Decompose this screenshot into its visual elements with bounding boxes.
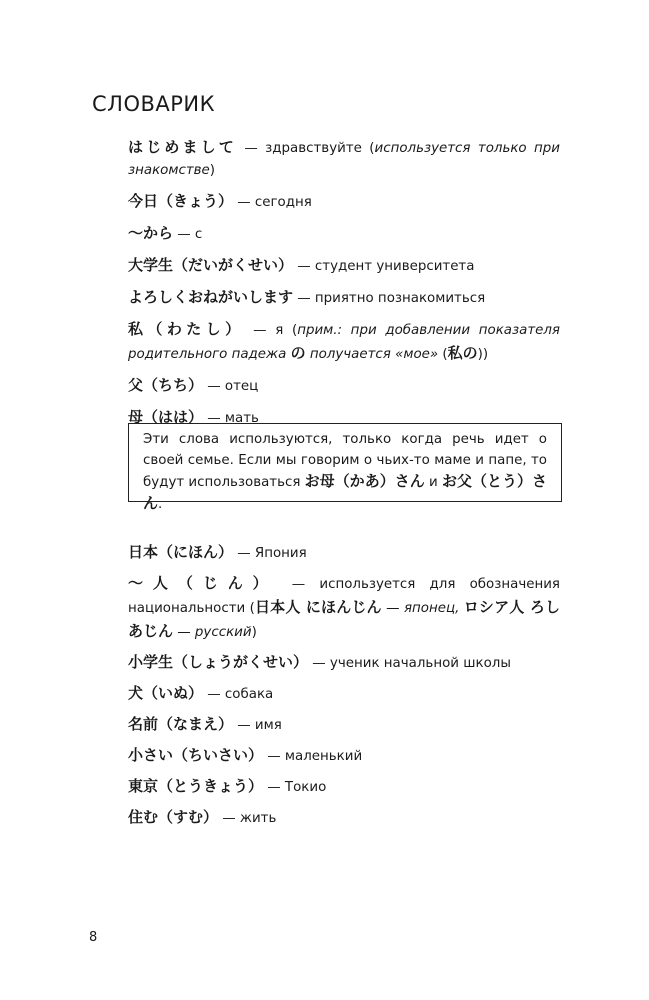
vocabulary-entry (128, 572, 560, 644)
translation-text: — приятно познакомиться (293, 291, 486, 306)
translation-text: — Япония (233, 546, 307, 561)
japanese-term: 小さい（ちいさい） (128, 746, 264, 764)
japanese-term: 今日（きょう） (128, 192, 234, 210)
translation-text: . (158, 497, 163, 512)
japanese-term: ～から (128, 224, 174, 242)
vocabulary-entry (128, 318, 560, 366)
japanese-term: ～人（じん） (128, 574, 278, 592)
translation-text: — имя (233, 718, 282, 733)
japanese-term: よろしくおねがいします (128, 288, 294, 306)
japanese-term: はじめまして (128, 138, 237, 156)
translation-text: — отец (203, 379, 259, 394)
translation-text: — мать (203, 411, 259, 426)
japanese-term: 住む（すむ） (128, 808, 219, 826)
japanese-term: お父（とう）さん (143, 472, 547, 512)
japanese-term: 小学生（しょうがくせい） (128, 653, 309, 671)
translation-text: — здравствуйте ( (236, 141, 375, 156)
japanese-term: 日本（にほん） (128, 543, 234, 561)
translation-text: )) (477, 347, 489, 362)
translation-text: — используется для обозначения национальности ( (128, 577, 560, 616)
italic-note: используется только при знакомстве (128, 141, 560, 178)
vocabulary-entry (128, 682, 560, 706)
japanese-term: の (290, 344, 306, 362)
translation-text: ( (438, 347, 448, 362)
translation-text: ) (209, 163, 215, 178)
translation-text: — я ( (244, 323, 298, 338)
translation-text: — маленький (263, 749, 363, 764)
note-box (128, 423, 562, 512)
translation-text: и (424, 475, 442, 490)
translation-text: ) (251, 625, 257, 640)
vocabulary-entry (128, 806, 560, 830)
japanese-term: 名前（なまえ） (128, 715, 234, 733)
page-title: СЛОВАРИК (92, 92, 216, 116)
vocabulary-entry (128, 136, 560, 182)
japanese-term: 犬（いぬ） (128, 684, 204, 702)
vocabulary-entry (128, 374, 560, 398)
translation-text: — жить (218, 811, 277, 826)
italic-note: прим.: при добавлении показателя родительного падежа (128, 323, 560, 362)
translation-text: — студент университета (293, 259, 475, 274)
japanese-term: 大学生（だいがくせい） (128, 256, 294, 274)
italic-note: получается «мое» (305, 347, 439, 362)
vocabulary-entry (128, 775, 560, 799)
vocabulary-entry (128, 190, 560, 214)
vocabulary-entry (128, 713, 560, 737)
vocabulary-entry (128, 222, 560, 246)
vocabulary-entry (128, 744, 560, 768)
japanese-term: 日本人 にほんじん (254, 598, 382, 616)
japanese-term: 私（わたし） (128, 320, 245, 338)
italic-note: — русский (173, 625, 252, 640)
vocabulary-entry (128, 286, 560, 310)
vocabulary-entry (128, 541, 560, 565)
translation-text: — ученик начальной школы (308, 656, 511, 671)
vocabulary-list-bottom (128, 541, 560, 830)
translation-text: — с (173, 227, 203, 242)
translation-text: Эти слова используются, только когда речь идет о своей семье. Если мы говорим о чьих-то маме и папе, то будут использоваться (143, 432, 547, 490)
japanese-term: お母（かあ）さん (304, 472, 425, 490)
translation-text: — Токио (263, 780, 327, 795)
translation-text: — собака (203, 687, 274, 702)
japanese-term: 父（ちち） (128, 376, 204, 394)
japanese-term: ロシア人 ろしあじん (128, 598, 560, 640)
japanese-term: 母（はは） (128, 408, 204, 426)
japanese-term: 東京（とうきょう） (128, 777, 264, 795)
translation-text: — сегодня (233, 195, 312, 210)
page-number: 8 (89, 930, 98, 945)
japanese-term: 私の (447, 344, 478, 362)
vocabulary-entry (128, 651, 560, 675)
vocabulary-entry (128, 254, 560, 278)
italic-note: — японец, (381, 601, 464, 616)
vocabulary-list-top (128, 136, 560, 430)
